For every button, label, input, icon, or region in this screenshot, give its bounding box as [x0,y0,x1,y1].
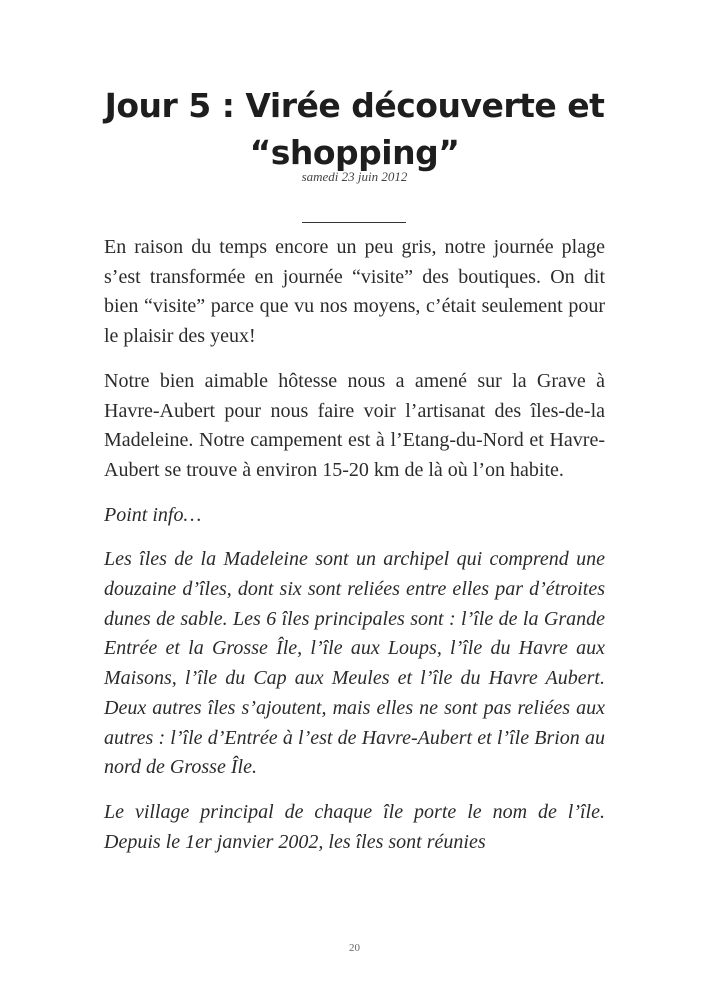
paragraph-hostess: Notre bien aimable hôtesse nous a amené sur la Grave à Havre-Aubert pour nous faire voir l’artisanat des îles-de-la Madeleine. Notre campement est à l’Etang-du-Nord et Havre-Aubert se trouve à environ 15-20 km de là où l’on habite. [104,369,605,481]
paragraph-archipelago: Les îles de la Madeleine sont un archipel qui comprend une douzaine d’îles, dont six sont reliées entre elles par d’étroites dunes de sable. Les 6 îles principales sont : l’île de la Grande Entrée et la Grosse Île, l’île aux Loups, l’île du Havre aux Maisons, l’île du Cap aux Meules et l’île du Havre Aubert. Deux autres îles s’ajoutent, mais elles ne sont pas reliées aux autres : l’île d’Entrée à l’est de Havre-Aubert et l’île Brion au nord de Grosse Île. [104,548,605,779]
paragraph-villages: Le village principal de chaque île porte le nom de l’île. Depuis le 1er janvier 2002, les îles sont réunies [104,800,605,853]
chapter-title: Jour 5 : Virée découverte et “shopping” [104,86,605,172]
paragraph-point-info: Point info… [104,503,202,526]
title-divider [302,222,406,223]
page-number: 20 [349,942,360,954]
chapter-date: samedi 23 juin 2012 [301,169,408,184]
body-text [104,233,605,872]
paragraph-intro: En raison du temps encore un peu gris, notre journée plage s’est transformée en journée “visite” des boutiques. On dit bien “visite” parce que vu nos moyens, c’était seulement pour le plaisir des yeux! [104,236,605,348]
